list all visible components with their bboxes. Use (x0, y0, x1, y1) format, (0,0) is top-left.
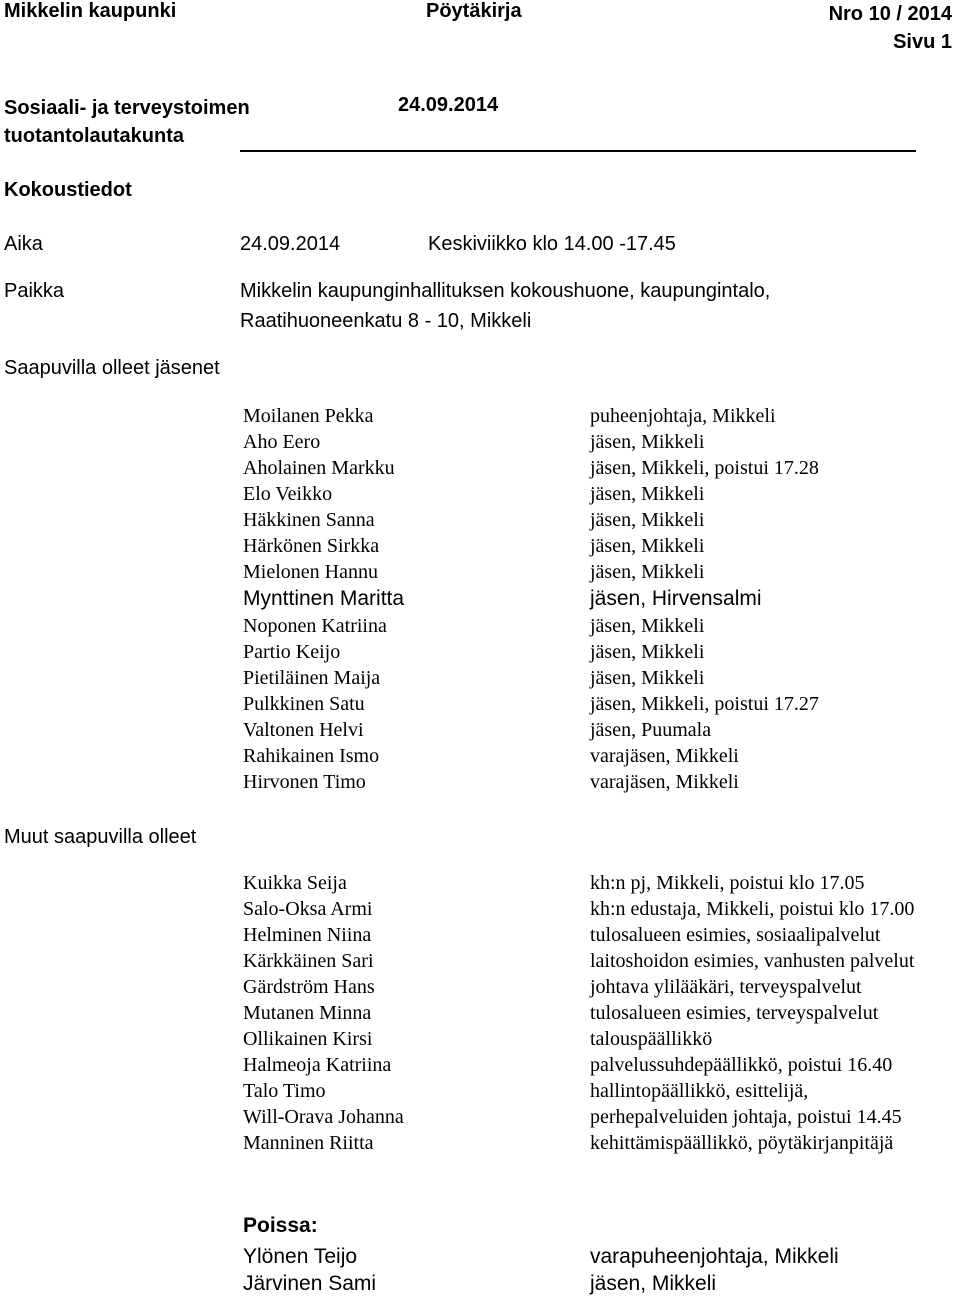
list-item (0, 872, 960, 898)
list-item (0, 693, 960, 719)
member-name: Elo Veikko (243, 483, 333, 505)
city-name: Mikkelin kaupunki (4, 0, 177, 22)
member-name: Moilanen Pekka (243, 405, 374, 427)
absent-role: varapuheenjohtaja, Mikkeli (590, 1245, 839, 1268)
list-item (0, 1132, 960, 1158)
member-role: jäsen, Hirvensalmi (590, 587, 762, 610)
list-item (0, 950, 960, 976)
time-date: 24.09.2014 (240, 233, 341, 255)
absent-list (0, 1245, 960, 1299)
member-name: Mielonen Hannu (243, 561, 378, 583)
member-name: Aholainen Markku (243, 457, 395, 479)
member-name: Pietiläinen Maija (243, 667, 381, 689)
attendee-name: Talo Timo (243, 1080, 326, 1102)
attendee-name: Manninen Riitta (243, 1132, 374, 1154)
others-list (0, 872, 960, 1158)
member-name: Härkönen Sirkka (243, 535, 380, 557)
list-item (0, 1080, 960, 1106)
list-item (0, 641, 960, 667)
list-item (0, 1028, 960, 1054)
member-name: Pulkkinen Satu (243, 693, 365, 715)
member-role: jäsen, Mikkeli (590, 431, 705, 453)
member-name: Partio Keijo (243, 641, 341, 663)
list-item (0, 535, 960, 561)
member-role: jäsen, Mikkeli (590, 641, 705, 663)
place-label: Paikka (4, 280, 65, 302)
member-role: jäsen, Mikkeli (590, 667, 705, 689)
list-item (0, 1245, 960, 1272)
place-line2: Raatihuoneenkatu 8 - 10, Mikkeli (240, 310, 532, 332)
member-name: Mynttinen Maritta (243, 587, 405, 610)
list-item (0, 1106, 960, 1132)
list-item (0, 1272, 960, 1299)
member-role: varajäsen, Mikkeli (590, 771, 739, 793)
member-role: jäsen, Mikkeli (590, 535, 705, 557)
member-role: jäsen, Mikkeli (590, 483, 705, 505)
members-list (0, 405, 960, 797)
member-role: jäsen, Mikkeli, poistui 17.27 (590, 693, 819, 715)
meeting-date: 24.09.2014 (398, 94, 499, 116)
list-item (0, 457, 960, 483)
list-item (0, 509, 960, 535)
attendee-role: tulosalueen esimies, terveyspalvelut (590, 1002, 879, 1024)
absent-name: Ylönen Teijo (243, 1245, 358, 1268)
header-divider (240, 150, 916, 152)
page-number: Sivu 1 (893, 31, 952, 53)
member-role: jäsen, Puumala (590, 719, 712, 741)
attendee-role: palvelussuhdepäällikkö, poistui 16.40 (590, 1054, 893, 1076)
time-label: Aika (4, 233, 43, 255)
absent-role: jäsen, Mikkeli (590, 1272, 717, 1295)
members-label: Saapuvilla olleet jäsenet (4, 357, 220, 379)
committee-name-line1: Sosiaali- ja terveystoimen (4, 97, 250, 119)
member-role: jäsen, Mikkeli, poistui 17.28 (590, 457, 819, 479)
others-label: Muut saapuvilla olleet (4, 826, 197, 848)
list-item (0, 667, 960, 693)
member-name: Aho Eero (243, 431, 321, 453)
place-value (240, 276, 770, 336)
place-line1: Mikkelin kaupunginhallituksen kokoushuone, kaupungintalo, (240, 280, 771, 302)
absent-name: Järvinen Sami (243, 1272, 377, 1295)
list-item (0, 976, 960, 1002)
list-item (0, 924, 960, 950)
document-number-block (829, 0, 952, 56)
attendee-role: tulosalueen esimies, sosiaalipalvelut (590, 924, 881, 946)
list-item (0, 898, 960, 924)
attendee-role: perhepalveluiden johtaja, poistui 14.45 (590, 1106, 902, 1128)
list-item (0, 1054, 960, 1080)
attendee-name: Mutanen Minna (243, 1002, 372, 1024)
section-title-meeting-info: Kokoustiedot (4, 179, 132, 201)
attendee-name: Will-Orava Johanna (243, 1106, 404, 1128)
list-item (0, 587, 960, 615)
attendee-name: Halmeoja Katriina (243, 1054, 392, 1076)
member-role: jäsen, Mikkeli (590, 615, 705, 637)
member-role: puheenjohtaja, Mikkeli (590, 405, 776, 427)
attendee-name: Salo-Oksa Armi (243, 898, 373, 920)
member-name: Noponen Katriina (243, 615, 387, 637)
attendee-name: Kuikka Seija (243, 872, 347, 894)
attendee-name: Gärdström Hans (243, 976, 375, 998)
document-type: Pöytäkirja (426, 0, 522, 22)
document-number: Nro 10 / 2014 (828, 3, 952, 25)
member-role: jäsen, Mikkeli (590, 561, 705, 583)
attendee-name: Kärkkäinen Sari (243, 950, 374, 972)
list-item (0, 561, 960, 587)
attendee-name: Ollikainen Kirsi (243, 1028, 373, 1050)
committee-name (4, 94, 250, 150)
member-name: Häkkinen Sanna (243, 509, 375, 531)
member-name: Valtonen Helvi (243, 719, 364, 741)
member-name: Hirvonen Timo (243, 771, 366, 793)
list-item (0, 405, 960, 431)
attendee-role: talouspäällikkö (590, 1028, 713, 1050)
member-role: varajäsen, Mikkeli (590, 745, 739, 767)
list-item (0, 719, 960, 745)
member-name: Rahikainen Ismo (243, 745, 380, 767)
attendee-role: hallintopäällikkö, esittelijä, (590, 1080, 809, 1102)
list-item (0, 615, 960, 641)
list-item (0, 745, 960, 771)
list-item (0, 1002, 960, 1028)
list-item (0, 431, 960, 457)
attendee-role: laitoshoidon esimies, vanhusten palvelut (590, 950, 915, 972)
attendee-role: johtava ylilääkäri, terveyspalvelut (590, 976, 862, 998)
attendee-role: kehittämispäällikkö, pöytäkirjanpitäjä (590, 1132, 894, 1154)
absent-title: Poissa: (243, 1214, 318, 1237)
member-role: jäsen, Mikkeli (590, 509, 705, 531)
attendee-role: kh:n pj, Mikkeli, poistui klo 17.05 (590, 872, 865, 894)
attendee-role: kh:n edustaja, Mikkeli, poistui klo 17.00 (590, 898, 915, 920)
time-text: Keskiviikko klo 14.00 -17.45 (428, 233, 676, 255)
list-item (0, 483, 960, 509)
committee-name-line2: tuotantolautakunta (4, 125, 184, 147)
list-item (0, 771, 960, 797)
attendee-name: Helminen Niina (243, 924, 372, 946)
